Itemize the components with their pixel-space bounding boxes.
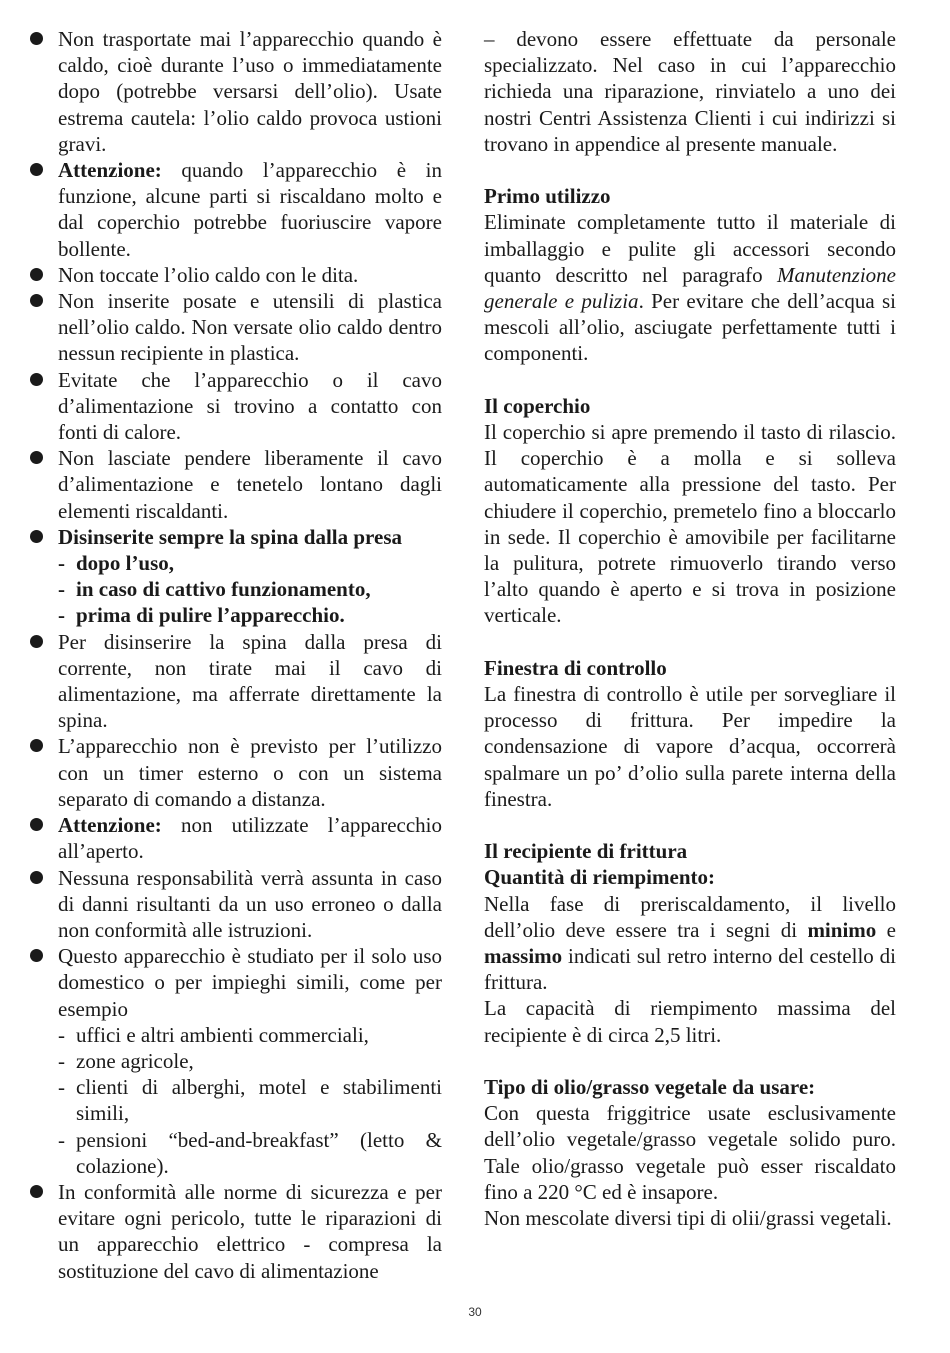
bullet-dot-icon — [30, 530, 43, 543]
sub-item: - in caso di cattivo funzionamento, — [58, 577, 371, 602]
bullet-text: Per disinserire la spina dalla presa di corrente, non tirate mai il cavo di alimentazione, ma afferrate direttamente la spina. — [58, 629, 442, 733]
bullet-dot-icon — [30, 163, 43, 176]
bullet-dot-icon — [30, 871, 43, 884]
safety-bullet — [30, 865, 442, 944]
sub-item: - pensioni “bed-and-breakfast” (letto & colazione). — [58, 1127, 442, 1178]
section-paragraph: Il coperchio si apre premendo il tasto di rilascio. Il coperchio è a molla e si solleva automaticamente alla pressione del tasto. Per chiudere il coperchio, premetelo fino a bloccarlo in sede. Il coperchio è amovibile per facilitarne la pulitura, potrete rimuoverlo tirando verso l’alto quando è aperto e si trova in posizione verticale. — [484, 420, 896, 628]
bullet-text: Evitate che l’apparecchio o il cavo d’alimentazione si trovino a contatto con fonti di calore. — [58, 367, 442, 445]
bullet-text: L’apparecchio non è previsto per l’utilizzo con un timer esterno o con un sistema separato di comando a distanza. — [58, 734, 442, 811]
reference-italic: Manutenzione generale e pulizia — [484, 262, 896, 314]
sub-item: - dopo l’uso, — [58, 551, 175, 576]
safety-bullet — [30, 524, 442, 550]
bullet-dot-icon — [30, 1185, 43, 1198]
safety-bullet — [30, 445, 442, 524]
safety-bullet — [30, 262, 442, 288]
section-heading: Il recipiente di frittura — [484, 839, 688, 864]
bullet-text: Non trasportate mai l’apparecchio quando è caldo, cioè durante l’uso o immediatamente dopo (potrebbe versarsi dell’olio). Usate estrema cautela: l’olio caldo provoca ustioni gravi. — [58, 27, 442, 156]
safety-bullet — [30, 629, 442, 734]
section-heading: Finestra di controllo — [484, 655, 667, 680]
bullet-dot-icon — [30, 949, 43, 962]
bullet-dot-icon — [30, 635, 43, 648]
sub-item: - zone agricole, — [58, 1048, 194, 1073]
section-heading: Tipo di olio/grasso vegetale da usare: — [484, 1075, 816, 1100]
continuation-paragraph: – devono essere effettuate da personale specializzato. Nel caso in cui l’apparecchio richieda una riparazione, rinviatelo a uno dei nostri Centri Assistenza Clienti i cui indirizzi si trovano in appendice al presente manuale. — [484, 27, 896, 156]
section-paragraph: Eliminate completamente tutto il materiale di imballaggio e pulite gli accessori secondo quanto descritto nel paragrafo Manutenzione generale e pulizia. Per evitare che dell’acqua si mescoli all’olio, asciugate perfettamente tutti i componenti. — [484, 210, 896, 366]
sub-item: - clienti di alberghi, motel e stabilimenti simili, — [58, 1075, 442, 1126]
bullet-text: quando l’apparecchio è in funzione, alcune parti si riscaldano molto e dal coperchio potrebbe fuoriuscire vapore bollente. — [58, 158, 442, 261]
safety-bullet — [30, 943, 442, 1022]
section-paragraph: Con questa friggitrice usate esclusivamente dell’olio vegetale/grasso vegetale solido puro. Tale olio/grasso vegetale può esser riscaldato fino a 220 °C ed è insapore. — [484, 1101, 896, 1204]
bullet-text: Non toccate l’olio caldo con le dita. — [58, 262, 359, 287]
bullet-text: Nessuna responsabilità verrà assunta in caso di danni risultanti da un uso erroneo o dalla non conformità alle istruzioni. — [58, 865, 442, 942]
bullet-dot-icon — [30, 818, 43, 831]
safety-bullet — [30, 812, 442, 864]
section-paragraph: Non mescolate diversi tipi di olii/grassi vegetali. — [484, 1206, 892, 1231]
page-number: 30 — [468, 1305, 482, 1319]
safety-bullet — [30, 733, 442, 812]
safety-bullet — [30, 157, 442, 262]
bullet-dot-icon — [30, 268, 43, 281]
bullet-dot-icon — [30, 451, 43, 464]
sub-item: - uffici e altri ambienti commerciali, — [58, 1022, 369, 1047]
emphasis-min: minimo — [807, 917, 877, 942]
section-heading: Il coperchio — [484, 393, 591, 418]
bullet-dot-icon — [30, 739, 43, 752]
bullet-text: non utilizzate l’apparecchio all’aperto. — [58, 813, 442, 864]
bullet-text: Non lasciate pendere liberamente il cavo d’alimentazione e tenetelo lontano dagli elementi riscaldanti. — [58, 446, 442, 523]
safety-bullet — [30, 1179, 442, 1284]
section-subheading: Quantità di riempimento: — [484, 865, 715, 890]
bullet-dot-icon — [30, 373, 43, 386]
bullet-text: Non inserite posate e utensili di plastica nell’olio caldo. Non versate olio caldo dentro nessun recipiente in plastica. — [58, 289, 442, 366]
bullet-text: Questo apparecchio è studiato per il solo uso domestico o per impieghi simili, come per esempio — [58, 944, 442, 1021]
bullet-dot-icon — [30, 294, 43, 307]
right-column — [484, 26, 896, 1231]
bullet-dot-icon — [30, 32, 43, 45]
safety-bullet — [30, 288, 442, 367]
bullet-lead: Disinserite sempre la spina dalla presa — [58, 524, 402, 549]
section-heading: Primo utilizzo — [484, 184, 611, 209]
section-paragraph: La capacità di riempimento massima del recipiente è di circa 2,5 litri. — [484, 996, 896, 1047]
section-paragraph: Nella fase di preriscaldamento, il livello dell’olio deve essere tra i segni di minimo e massimo indicati sul retro interno del cestello di frittura. — [484, 891, 896, 995]
section-paragraph: La finestra di controllo è utile per sorvegliare il processo di frittura. Per impedire la condensazione di vapore d’acqua, occorrerà spalmare un po’ d’olio sulla parete interna della finestra. — [484, 682, 896, 811]
safety-bullet — [30, 26, 442, 157]
bullet-lead: Attenzione: — [58, 813, 162, 838]
bullet-lead: Attenzione: — [58, 158, 162, 183]
sub-item: - prima di pulire l’apparecchio. — [58, 603, 345, 628]
safety-bullet — [30, 367, 442, 446]
left-column — [30, 26, 442, 1284]
emphasis-max: massimo — [484, 944, 563, 969]
bullet-text: In conformità alle norme di sicurezza e per evitare ogni pericolo, tutte le riparazioni di un apparecchio elettrico - compresa la sostituzione del cavo di alimentazione — [58, 1179, 442, 1283]
